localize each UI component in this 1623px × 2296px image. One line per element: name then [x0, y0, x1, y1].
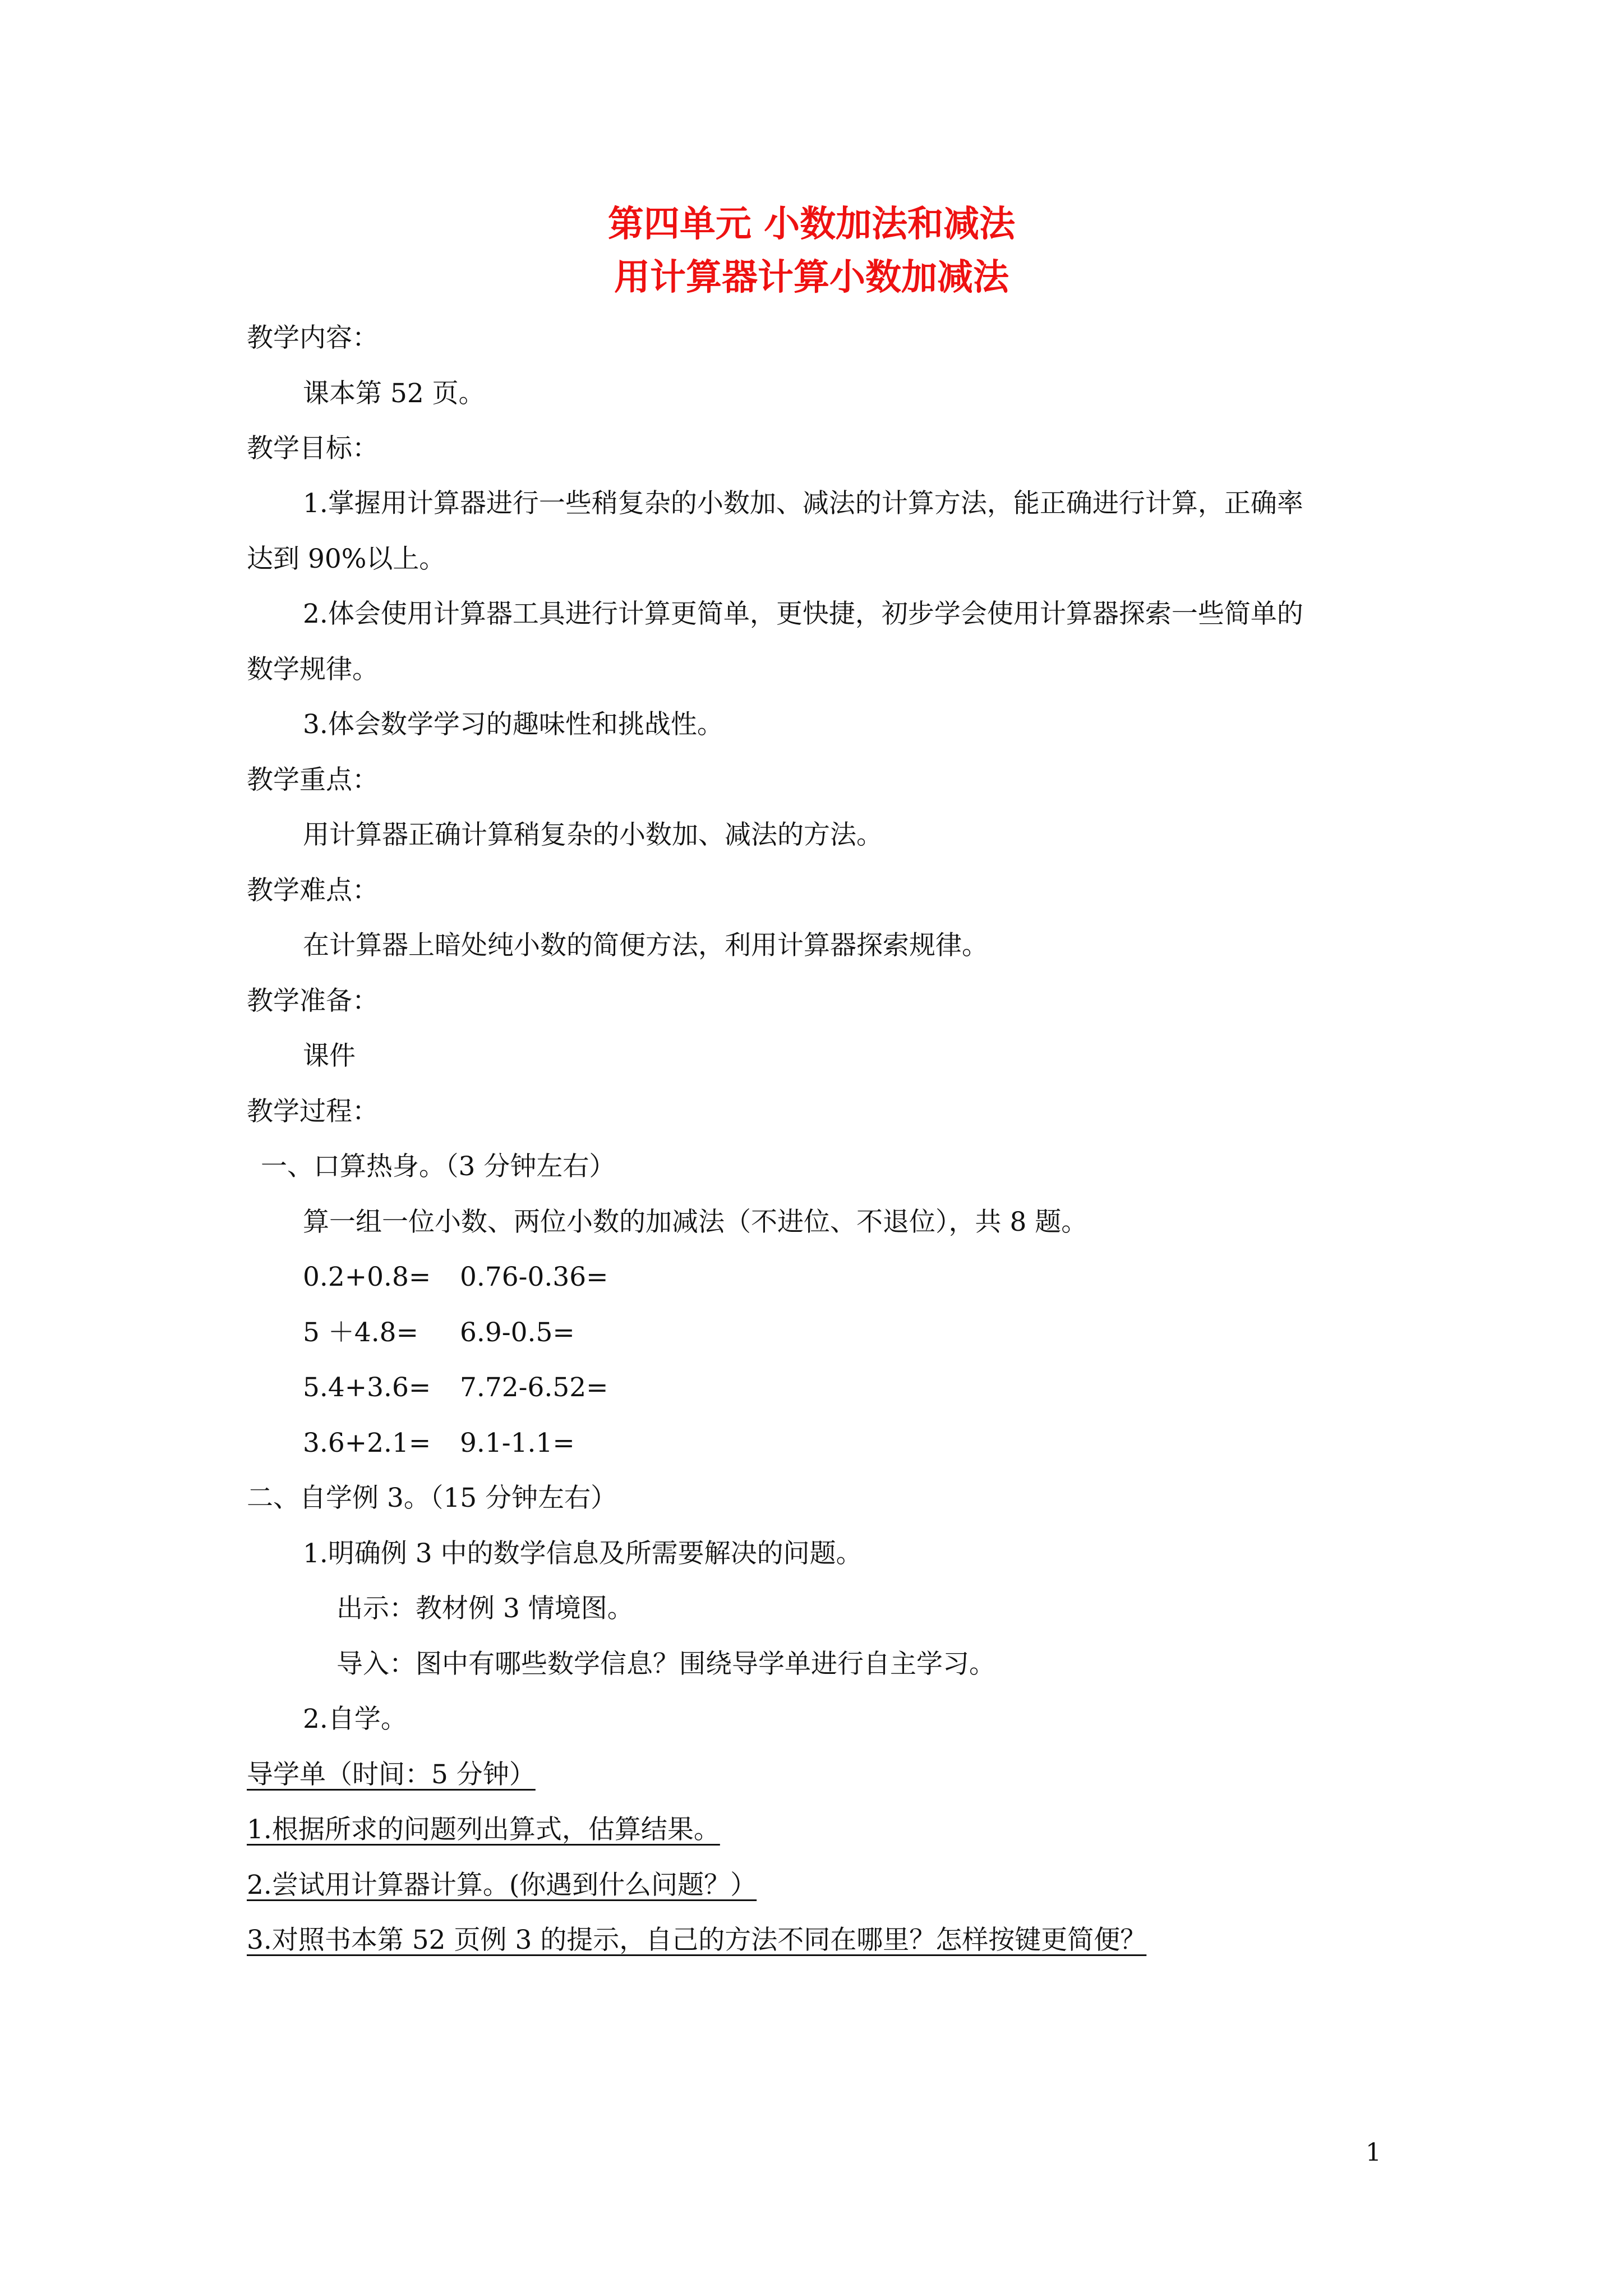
difficulty-text: 在计算器上暗处纯小数的简便方法，利用计算器探索规律。: [303, 930, 988, 961]
goal-2-line-1: 2.体会使用计算器工具进行计算更简单，更快捷，初步学会使用计算器探索一些简单的: [303, 599, 1303, 629]
worksheet-item: 3.对照书本第 52 页例 3 的提示，自己的方法不同在哪里？怎样按键更简便？: [247, 1925, 1147, 1955]
part-2-step-1: 1.明确例 3 中的数学信息及所需要解决的问题。: [303, 1538, 863, 1569]
exercise-right: 7.72-6.52=: [460, 1372, 608, 1403]
process-heading: 教学过程：: [247, 1096, 379, 1127]
exercise-left: 3.6+2.1=: [303, 1428, 431, 1458]
page-number: 1: [1366, 2138, 1381, 2167]
exercise-left: 5.4+3.6=: [303, 1372, 431, 1403]
worksheet-item: 2.尝试用计算器计算。(你遇到什么问题？）: [247, 1870, 757, 1901]
part-2-heading: 二、自学例 3。（15 分钟左右）: [247, 1483, 617, 1513]
unit-title: 第四单元 小数加法和减法: [607, 203, 1016, 245]
preparation-text: 课件: [303, 1041, 356, 1071]
part-2-step-2: 2.自学。: [303, 1704, 407, 1734]
goal-1-line-2: 达到 90%以上。: [247, 544, 446, 574]
content-text: 课本第 52 页。: [303, 378, 485, 409]
goal-3: 3.体会数学学习的趣味性和挑战性。: [303, 709, 723, 740]
part-1-heading: 一、口算热身。（3 分钟左右）: [261, 1151, 616, 1182]
difficulty-heading: 教学难点：: [247, 875, 379, 906]
goal-1-line-1: 1.掌握用计算器进行一些稍复杂的小数加、减法的计算方法，能正确进行计算，正确率: [303, 488, 1303, 519]
lesson-title: 用计算器计算小数加减法: [614, 256, 1009, 298]
exercise-right: 9.1-1.1=: [460, 1428, 575, 1458]
preparation-heading: 教学准备：: [247, 986, 379, 1016]
worksheet-title: 导学单（时间：5 分钟）: [247, 1759, 536, 1790]
part-1-intro: 算一组一位小数、两位小数的加减法（不进位、不退位），共 8 题。: [303, 1207, 1088, 1237]
goal-2-line-2: 数学规律。: [247, 654, 379, 685]
exercise-left: 0.2+0.8=: [303, 1262, 431, 1292]
worksheet-item: 1.根据所求的问题列出算式，估算结果。: [247, 1814, 720, 1845]
content-heading: 教学内容：: [247, 323, 379, 353]
key-point-heading: 教学重点：: [247, 765, 379, 795]
exercise-right: 6.9-0.5=: [460, 1317, 575, 1348]
part-2-guide: 导入：图中有哪些数学信息？围绕导学单进行自主学习。: [336, 1649, 995, 1680]
key-point-text: 用计算器正确计算稍复杂的小数加、减法的方法。: [303, 820, 883, 850]
goals-heading: 教学目标：: [247, 433, 379, 464]
exercise-left: 5 ＋4.8=: [303, 1317, 418, 1348]
part-2-show: 出示：教材例 3 情境图。: [336, 1593, 634, 1624]
exercise-right: 0.76-0.36=: [460, 1262, 608, 1292]
